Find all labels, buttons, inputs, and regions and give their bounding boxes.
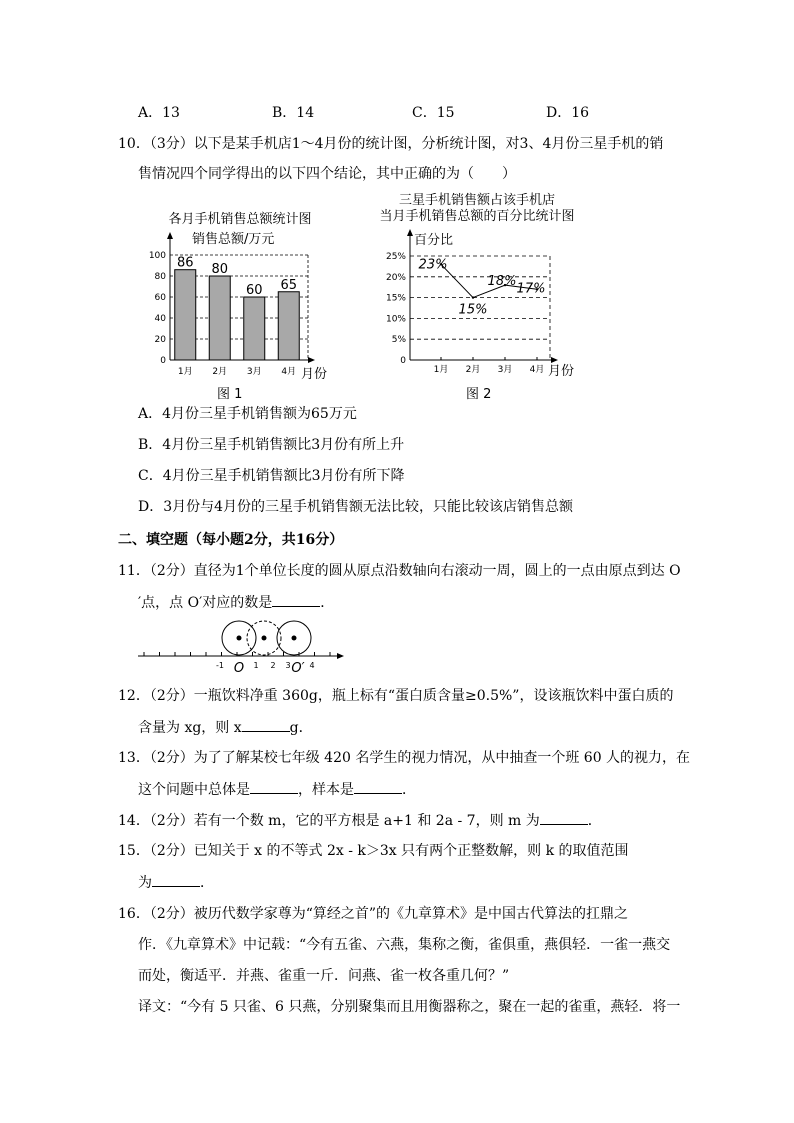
q10-stem-line2: 售情况四个同学得出的以下四个结论，其中正确的为（ ） [138,166,516,182]
line-chart-y-arrow [407,229,413,236]
line-ytick-label: 20% [385,272,406,283]
nl-end-label: O′ [291,661,305,676]
q12-answer-blank[interactable] [242,717,290,732]
figure-2-caption: 图 2 [466,387,492,402]
q15-line2-text: 为 [138,875,152,891]
line-chart-x-arrow [551,357,558,363]
line-point [472,296,474,298]
q13-line2 [138,779,416,800]
bar-chart-xlabel: 月份 [301,367,328,382]
q10-stem-line1: 10．（3分）以下是某手机店1～4月份的统计图，分析统计图，对3、4月份三星手机的销 [118,136,664,152]
section-2-heading: 二、填空题（每小题2分，共16分） [118,532,344,548]
line-xtick-label: 4月 [529,365,545,375]
line-xtick-label: 3月 [497,365,513,375]
bar-ytick-label: 60 [154,293,166,303]
q15-line1: 15．（2分）已知关于 x 的不等式 2x - k＞3x 只有两个正整数解，则 k 的取值范围 [118,843,629,859]
q16-line1: 16．（2分）被历代数学家尊为“算经之首”的《九章算术》是中国古代算法的扛鼎之 [118,906,629,922]
q13-line2-mid: ，样本是 [298,782,354,798]
q11-line2 [138,592,334,613]
q15-line2 [138,872,214,893]
line-chart-title-line2: 当月手机销售总额的百分比统计图 [379,209,575,224]
q11-line2-text: ′点，点 O′对应的数是 [138,595,273,611]
bar-value-label: 86 [176,255,194,271]
q13-line1: 13．（2分）为了了解某校七年级 420 名学生的视力情况，从中抽查一个班 60 人的视力，在 [118,750,691,766]
q10-option-b: B．4月份三星手机销售额比3月份有所上升 [138,437,405,453]
q13-sample-blank[interactable] [354,779,402,794]
q11-line2-end: ． [320,595,335,611]
end-circle-dot [292,636,297,641]
nl-label-minus1: -1 [216,661,224,670]
q14-text: 14．（2分）若有一个数 m，它的平方根是 a+1 和 2a - 7，则 m 为 [118,813,540,829]
q15-answer-blank[interactable] [152,872,200,887]
bar-ytick-label: 20 [154,335,166,345]
line-ytick-label: 10% [385,314,406,325]
line-value-label: 18% [487,274,517,290]
figure-1-caption: 图 1 [217,387,243,402]
q11-line1: 11．（2分）直径为1个单位长度的圆从原点沿数轴向右滚动一周，圆上的一点由原点到达 O [118,563,681,579]
bar-xtick-label: 2月 [212,367,228,377]
q16-line3: 而处，衡适平．并燕、雀重一斤．问燕、雀一枚各重几何？” [138,968,510,984]
nl-label-1: 1 [253,661,259,670]
bar-2 [209,276,230,360]
q9-option-b: B．14 [272,105,315,121]
q16-line4: 译文：“今有 5 只雀、6 只燕，分别聚集而且用衡器称之，聚在一起的雀重，燕轻．将一 [138,999,681,1015]
bar-chart-y-arrow [167,232,173,239]
q10-option-c: C．4月份三星手机销售额比3月份有所下降 [138,468,405,484]
q9-option-a: A．13 [138,105,180,121]
q13-population-blank[interactable] [250,779,298,794]
line-chart-samsung-share [372,190,592,390]
line-ytick-label: 0 [400,356,406,366]
bar-ytick-label: 100 [148,251,166,261]
q14-line [118,810,602,831]
number-line-figure [136,618,351,676]
nl-origin-label: O [233,661,245,676]
bar-value-label: 60 [245,283,263,298]
start-circle-dot [237,636,242,641]
nl-label-4: 4 [309,661,315,670]
q10-option-d: D．3月份与4月份的三星手机销售额无法比较，只能比较该店销售总额 [138,499,574,515]
line-chart-ylabel: 百分比 [414,233,454,248]
nl-label-3: 3 [285,661,291,670]
rolling-circle-dot [262,636,267,641]
bar-3 [244,297,265,360]
q13-line2-end: ． [402,782,416,798]
bar-ytick-label: 80 [154,272,166,282]
q9-option-d: D．16 [546,105,590,121]
nl-label-2: 2 [270,661,276,670]
q12-line2 [138,717,313,738]
bar-chart-x-arrow [308,357,315,363]
bar-ytick-label: 40 [154,314,166,324]
bar-xtick-label: 3月 [246,367,262,377]
line-chart-title-line1: 三星手机销售额占该手机店 [398,193,556,208]
bar-value-label: 65 [280,277,298,293]
q12-line2-text: 含量为 xg，则 x [138,720,242,736]
line-xtick-label: 2月 [465,365,481,375]
line-chart-xlabel: 月份 [548,364,575,379]
q13-line2-text: 这个问题中总体是 [138,782,250,798]
bar-4 [278,292,299,360]
line-ytick-label: 15% [385,293,406,304]
line-ytick-label: 25% [385,252,406,262]
number-line-arrow [337,653,344,659]
q15-line2-end: ． [200,875,214,891]
q14-answer-blank[interactable] [540,810,588,825]
bar-chart-title: 各月手机销售总额统计图 [168,212,312,227]
line-value-label: 23% [418,257,448,273]
bar-xtick-label: 4月 [281,367,297,377]
q11-answer-blank[interactable] [272,592,320,607]
line-value-label: 17% [516,281,546,297]
bar-chart-monthly-sales [140,205,350,405]
bar-value-label: 80 [211,262,229,277]
q12-line1: 12．（2分）一瓶饮料净重 360g，瓶上标有“蛋白质含量≥0.5%”，设该瓶饮料中蛋白质的 [118,688,674,704]
bar-1 [175,270,196,360]
q12-line2-end: g． [289,720,313,736]
bar-xtick-label: 1月 [177,367,193,377]
bar-ytick-label: 0 [160,356,166,366]
bar-chart-ylabel: 销售总额/万元 [192,232,275,247]
q16-line2: 作．《九章算术》中记载：“今有五雀、六燕，集称之衡，雀俱重，燕俱轻．一雀一燕交 [138,937,671,953]
q14-end: ． [587,813,602,829]
line-value-label: 15% [458,302,488,318]
q10-option-a: A．4月份三星手机销售额为65万元 [138,406,357,422]
line-ytick-label: 5% [391,335,406,346]
q9-option-c: C．15 [412,105,455,121]
line-xtick-label: 1月 [433,365,449,375]
